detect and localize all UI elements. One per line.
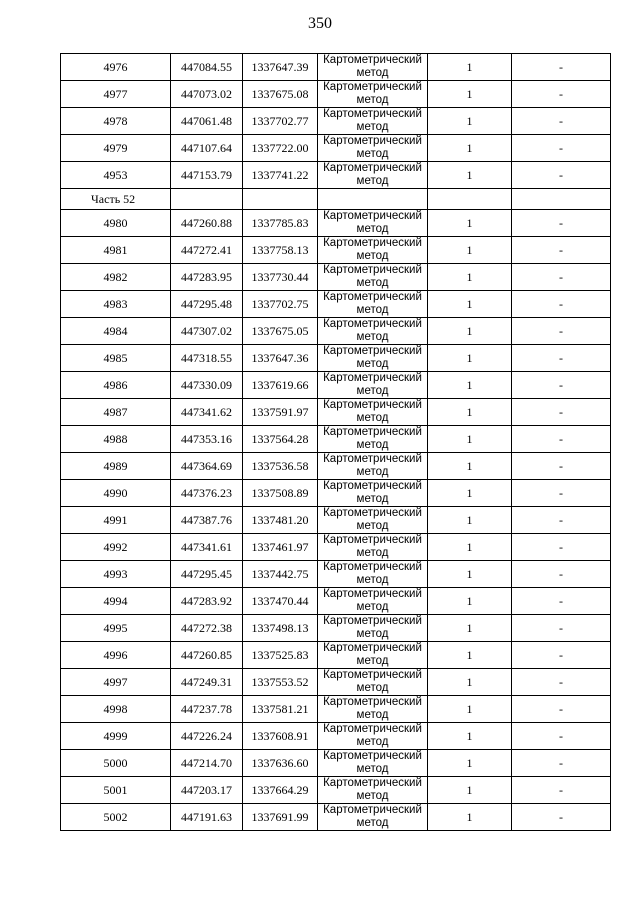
method-cell: Картометрический метод [318,588,428,615]
method-cell: Картометрический метод [318,237,428,264]
table-row [61,81,611,108]
table-row [61,291,611,318]
accuracy-cell: 1 [428,507,512,534]
method-cell: Картометрический метод [318,696,428,723]
section-empty-cell [512,189,611,210]
point-number-cell: 4982 [61,264,171,291]
note-cell: - [512,264,611,291]
note-cell: - [512,561,611,588]
x-coordinate-cell: 447260.85 [171,642,243,669]
note-cell: - [512,480,611,507]
y-coordinate-cell: 1337498.13 [243,615,318,642]
x-coordinate-cell: 447341.62 [171,399,243,426]
accuracy-cell: 1 [428,804,512,831]
table-row [61,750,611,777]
y-coordinate-cell: 1337553.52 [243,669,318,696]
y-coordinate-cell: 1337675.08 [243,81,318,108]
x-coordinate-cell: 447153.79 [171,162,243,189]
method-cell: Картометрический метод [318,426,428,453]
y-coordinate-cell: 1337470.44 [243,588,318,615]
note-cell: - [512,318,611,345]
y-coordinate-cell: 1337442.75 [243,561,318,588]
section-empty-cell [171,189,243,210]
x-coordinate-cell: 447272.41 [171,237,243,264]
note-cell: - [512,642,611,669]
y-coordinate-cell: 1337647.36 [243,345,318,372]
accuracy-cell: 1 [428,81,512,108]
point-number-cell: 4987 [61,399,171,426]
y-coordinate-cell: 1337636.60 [243,750,318,777]
page-number: 350 [308,15,332,32]
method-cell: Картометрический метод [318,480,428,507]
method-cell: Картометрический метод [318,162,428,189]
table-row [61,453,611,480]
accuracy-cell: 1 [428,345,512,372]
accuracy-cell: 1 [428,237,512,264]
method-cell: Картометрический метод [318,345,428,372]
point-number-cell: 4977 [61,81,171,108]
note-cell: - [512,750,611,777]
method-cell: Картометрический метод [318,453,428,480]
note-cell: - [512,804,611,831]
table-row [61,162,611,189]
point-number-cell: 4994 [61,588,171,615]
section-label: Часть 52 [61,189,171,210]
y-coordinate-cell: 1337741.22 [243,162,318,189]
point-number-cell: 4976 [61,54,171,81]
method-cell: Картометрический метод [318,777,428,804]
point-number-cell: 5001 [61,777,171,804]
y-coordinate-cell: 1337664.29 [243,777,318,804]
x-coordinate-cell: 447295.48 [171,291,243,318]
note-cell: - [512,81,611,108]
table-row [61,264,611,291]
y-coordinate-cell: 1337608.91 [243,723,318,750]
accuracy-cell: 1 [428,162,512,189]
note-cell: - [512,135,611,162]
table-row [61,777,611,804]
y-coordinate-cell: 1337730.44 [243,264,318,291]
note-cell: - [512,615,611,642]
note-cell: - [512,507,611,534]
section-empty-cell [318,189,428,210]
x-coordinate-cell: 447272.38 [171,615,243,642]
point-number-cell: 4979 [61,135,171,162]
x-coordinate-cell: 447237.78 [171,696,243,723]
note-cell: - [512,399,611,426]
accuracy-cell: 1 [428,318,512,345]
x-coordinate-cell: 447376.23 [171,480,243,507]
coordinates-table [60,53,611,831]
point-number-cell: 4985 [61,345,171,372]
point-number-cell: 4998 [61,696,171,723]
x-coordinate-cell: 447364.69 [171,453,243,480]
table-row [61,561,611,588]
x-coordinate-cell: 447061.48 [171,108,243,135]
section-header-row [61,189,611,210]
point-number-cell: 4991 [61,507,171,534]
table-row [61,534,611,561]
y-coordinate-cell: 1337525.83 [243,642,318,669]
y-coordinate-cell: 1337647.39 [243,54,318,81]
table-row [61,723,611,750]
point-number-cell: 4989 [61,453,171,480]
accuracy-cell: 1 [428,453,512,480]
note-cell: - [512,372,611,399]
note-cell: - [512,777,611,804]
accuracy-cell: 1 [428,723,512,750]
method-cell: Картометрический метод [318,135,428,162]
x-coordinate-cell: 447260.88 [171,210,243,237]
y-coordinate-cell: 1337675.05 [243,318,318,345]
y-coordinate-cell: 1337581.21 [243,696,318,723]
accuracy-cell: 1 [428,264,512,291]
point-number-cell: 4981 [61,237,171,264]
point-number-cell: 4993 [61,561,171,588]
point-number-cell: 4953 [61,162,171,189]
accuracy-cell: 1 [428,54,512,81]
table-row [61,399,611,426]
accuracy-cell: 1 [428,135,512,162]
table-row [61,210,611,237]
table-row [61,54,611,81]
accuracy-cell: 1 [428,426,512,453]
accuracy-cell: 1 [428,642,512,669]
x-coordinate-cell: 447295.45 [171,561,243,588]
accuracy-cell: 1 [428,399,512,426]
accuracy-cell: 1 [428,534,512,561]
note-cell: - [512,588,611,615]
method-cell: Картометрический метод [318,264,428,291]
x-coordinate-cell: 447203.17 [171,777,243,804]
note-cell: - [512,108,611,135]
method-cell: Картометрический метод [318,804,428,831]
table-row [61,480,611,507]
point-number-cell: 4997 [61,669,171,696]
method-cell: Картометрический метод [318,669,428,696]
note-cell: - [512,723,611,750]
accuracy-cell: 1 [428,615,512,642]
accuracy-cell: 1 [428,291,512,318]
method-cell: Картометрический метод [318,642,428,669]
y-coordinate-cell: 1337536.58 [243,453,318,480]
note-cell: - [512,54,611,81]
method-cell: Картометрический метод [318,723,428,750]
point-number-cell: 4999 [61,723,171,750]
table-row [61,615,611,642]
method-cell: Картометрический метод [318,615,428,642]
x-coordinate-cell: 447318.55 [171,345,243,372]
y-coordinate-cell: 1337481.20 [243,507,318,534]
note-cell: - [512,210,611,237]
point-number-cell: 4986 [61,372,171,399]
y-coordinate-cell: 1337702.75 [243,291,318,318]
table-row [61,507,611,534]
method-cell: Картометрический метод [318,399,428,426]
x-coordinate-cell: 447249.31 [171,669,243,696]
y-coordinate-cell: 1337785.83 [243,210,318,237]
method-cell: Картометрический метод [318,81,428,108]
method-cell: Картометрический метод [318,210,428,237]
x-coordinate-cell: 447107.64 [171,135,243,162]
note-cell: - [512,237,611,264]
method-cell: Картометрический метод [318,108,428,135]
note-cell: - [512,696,611,723]
accuracy-cell: 1 [428,777,512,804]
y-coordinate-cell: 1337722.00 [243,135,318,162]
y-coordinate-cell: 1337691.99 [243,804,318,831]
table-row [61,426,611,453]
accuracy-cell: 1 [428,372,512,399]
method-cell: Картометрический метод [318,750,428,777]
x-coordinate-cell: 447353.16 [171,426,243,453]
point-number-cell: 4992 [61,534,171,561]
method-cell: Картометрический метод [318,372,428,399]
note-cell: - [512,291,611,318]
table-row [61,696,611,723]
method-cell: Картометрический метод [318,318,428,345]
y-coordinate-cell: 1337564.28 [243,426,318,453]
y-coordinate-cell: 1337591.97 [243,399,318,426]
table-row [61,372,611,399]
accuracy-cell: 1 [428,750,512,777]
section-empty-cell [428,189,512,210]
x-coordinate-cell: 447387.76 [171,507,243,534]
y-coordinate-cell: 1337702.77 [243,108,318,135]
point-number-cell: 5000 [61,750,171,777]
method-cell: Картометрический метод [318,534,428,561]
accuracy-cell: 1 [428,561,512,588]
note-cell: - [512,669,611,696]
table-row [61,345,611,372]
point-number-cell: 5002 [61,804,171,831]
table-row [61,237,611,264]
table-row [61,135,611,162]
method-cell: Картометрический метод [318,54,428,81]
x-coordinate-cell: 447084.55 [171,54,243,81]
point-number-cell: 4983 [61,291,171,318]
accuracy-cell: 1 [428,588,512,615]
note-cell: - [512,453,611,480]
point-number-cell: 4980 [61,210,171,237]
x-coordinate-cell: 447191.63 [171,804,243,831]
x-coordinate-cell: 447330.09 [171,372,243,399]
x-coordinate-cell: 447073.02 [171,81,243,108]
y-coordinate-cell: 1337758.13 [243,237,318,264]
x-coordinate-cell: 447341.61 [171,534,243,561]
point-number-cell: 4990 [61,480,171,507]
section-empty-cell [243,189,318,210]
accuracy-cell: 1 [428,669,512,696]
method-cell: Картометрический метод [318,507,428,534]
y-coordinate-cell: 1337619.66 [243,372,318,399]
point-number-cell: 4978 [61,108,171,135]
table-row [61,669,611,696]
table-row [61,642,611,669]
note-cell: - [512,534,611,561]
point-number-cell: 4995 [61,615,171,642]
x-coordinate-cell: 447226.24 [171,723,243,750]
x-coordinate-cell: 447307.02 [171,318,243,345]
note-cell: - [512,426,611,453]
x-coordinate-cell: 447283.92 [171,588,243,615]
accuracy-cell: 1 [428,480,512,507]
note-cell: - [512,162,611,189]
method-cell: Картометрический метод [318,561,428,588]
table-row [61,108,611,135]
coordinates-table-body [61,54,611,831]
table-row [61,804,611,831]
accuracy-cell: 1 [428,108,512,135]
point-number-cell: 4988 [61,426,171,453]
accuracy-cell: 1 [428,210,512,237]
y-coordinate-cell: 1337508.89 [243,480,318,507]
accuracy-cell: 1 [428,696,512,723]
method-cell: Картометрический метод [318,291,428,318]
x-coordinate-cell: 447214.70 [171,750,243,777]
note-cell: - [512,345,611,372]
point-number-cell: 4996 [61,642,171,669]
table-row [61,588,611,615]
point-number-cell: 4984 [61,318,171,345]
table-row [61,318,611,345]
x-coordinate-cell: 447283.95 [171,264,243,291]
y-coordinate-cell: 1337461.97 [243,534,318,561]
